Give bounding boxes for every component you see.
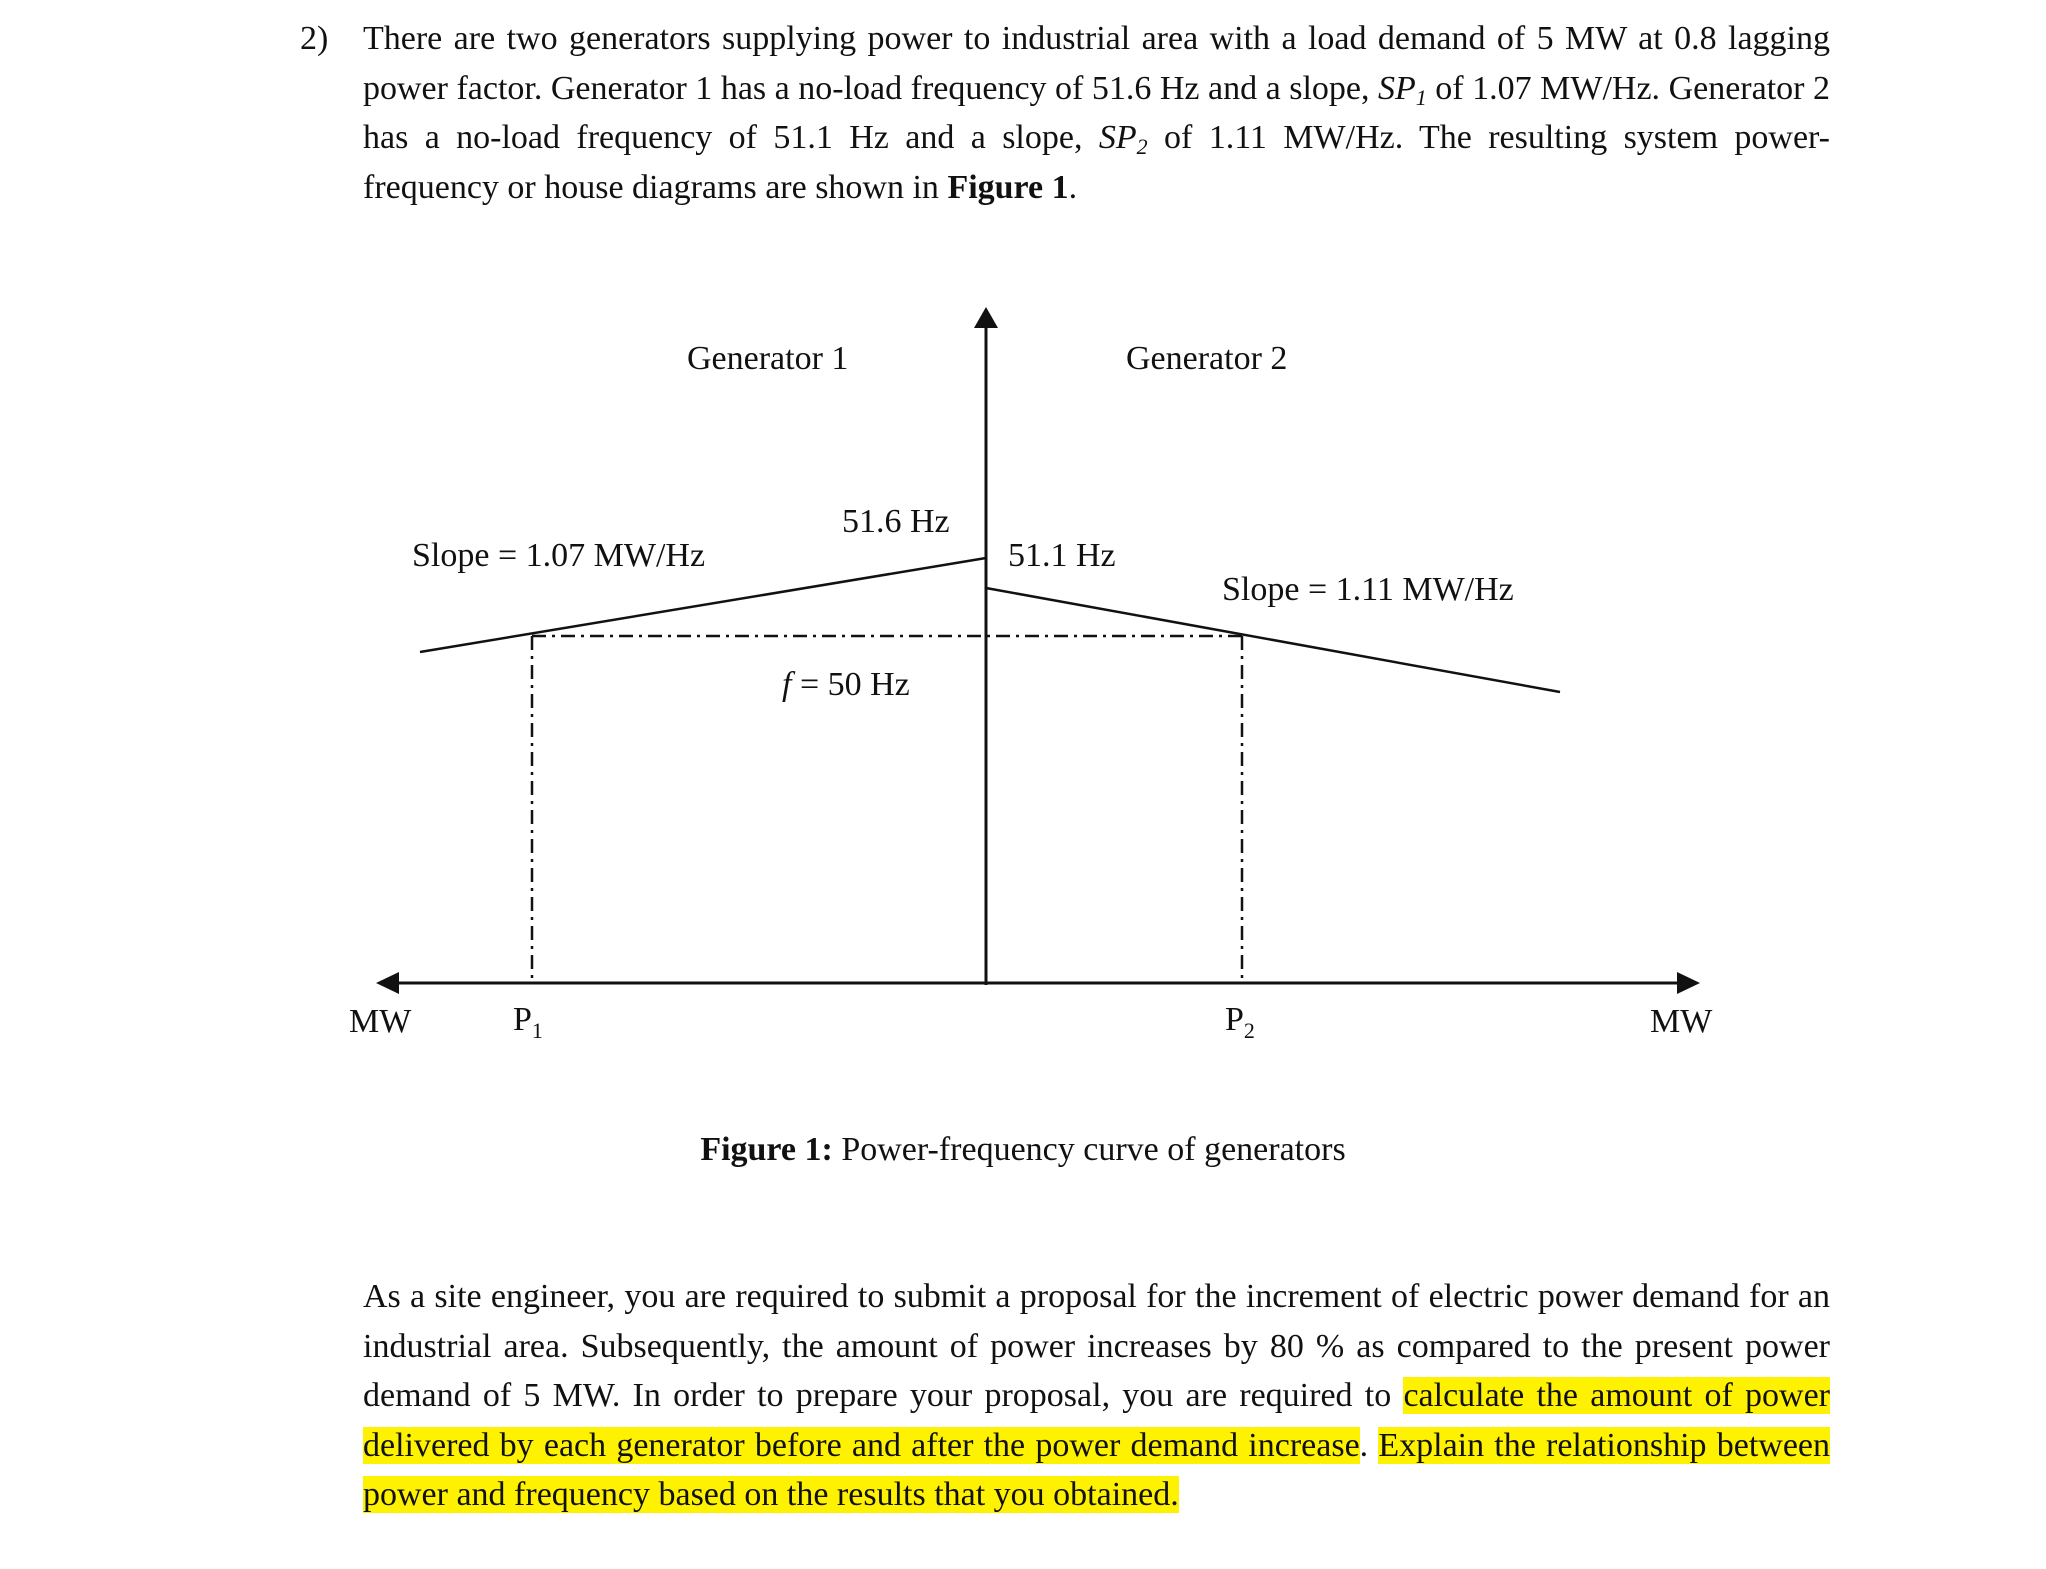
power-axis-right-arrowhead	[1677, 972, 1700, 994]
question-text-part-1: There are two generators supplying power to industrial area with a load demand of 5 MW at 0.8 lagging power factor. Generator 1 has a no-load frequency of 51.6 Hz and a slope,	[363, 20, 1830, 107]
p2-subscript: 2	[1243, 1018, 1255, 1043]
sp2-base: SP	[1098, 119, 1137, 156]
p1-subscript: 1	[531, 1018, 543, 1043]
generator-1-noload-frequency: 51.6 Hz	[842, 503, 950, 540]
sp2-subscript: 2	[1136, 134, 1148, 159]
right-axis-label: MW	[1650, 1003, 1713, 1040]
sp1-base: SP	[1378, 69, 1416, 107]
power-axis-left-arrowhead	[376, 972, 399, 994]
system-frequency-label	[782, 666, 910, 703]
figure-caption	[0, 1130, 2046, 1170]
figure-caption-label: Figure 1:	[700, 1131, 833, 1168]
frequency-axis-arrowhead	[974, 307, 998, 328]
proposal-highlight-explain: Explain the relationship between power and frequency based on the results that you obtained.	[363, 1426, 1830, 1513]
p2-label	[1225, 1001, 1255, 1043]
proposal-paragraph	[363, 1272, 1830, 1520]
p1-label	[513, 1001, 543, 1043]
frequency-value: = 50 Hz	[791, 666, 910, 703]
figure-reference: Figure 1	[947, 168, 1069, 206]
p2-base: P	[1225, 1001, 1244, 1038]
proposal-highlight-calculate: calculate the amount of power delivered by each generator before and after the power demand increase	[363, 1377, 1830, 1464]
generator-2-title: Generator 2	[1126, 340, 1288, 377]
frequency-symbol: f	[782, 666, 792, 703]
question-number: 2)	[300, 20, 329, 57]
generator-1-title: Generator 1	[687, 340, 849, 377]
proposal-separator: .	[1359, 1426, 1379, 1464]
left-axis-label: MW	[349, 1003, 412, 1040]
p1-base: P	[513, 1001, 532, 1038]
sp1-subscript: 1	[1415, 84, 1427, 110]
generator-2-slope-label: Slope = 1.11 MW/Hz	[1222, 571, 1514, 608]
question-text-part-2: of 1.07 MW/Hz. Generator 2 has a no-load frequency of 51.1 Hz and a slope,	[363, 69, 1830, 156]
figure-caption-text: Power-frequency curve of generators	[832, 1131, 1346, 1168]
generator-1-slope-label: Slope = 1.07 MW/Hz	[412, 537, 706, 574]
question-text-part-3: of 1.11 MW/Hz. The resulting system power-frequency or house diagrams are shown in	[363, 119, 1830, 206]
question-text-part-4: .	[1068, 168, 1078, 206]
proposal-plain-text: As a site engineer, you are required to submit a proposal for the increment of electric power demand for an industrial area. Subsequently, the amount of power increases by 80 % as compared to the present power demand of 5 MW. In order to prepare your proposal, you are required to	[363, 1278, 1830, 1414]
generator-2-noload-frequency: 51.1 Hz	[1008, 537, 1116, 574]
